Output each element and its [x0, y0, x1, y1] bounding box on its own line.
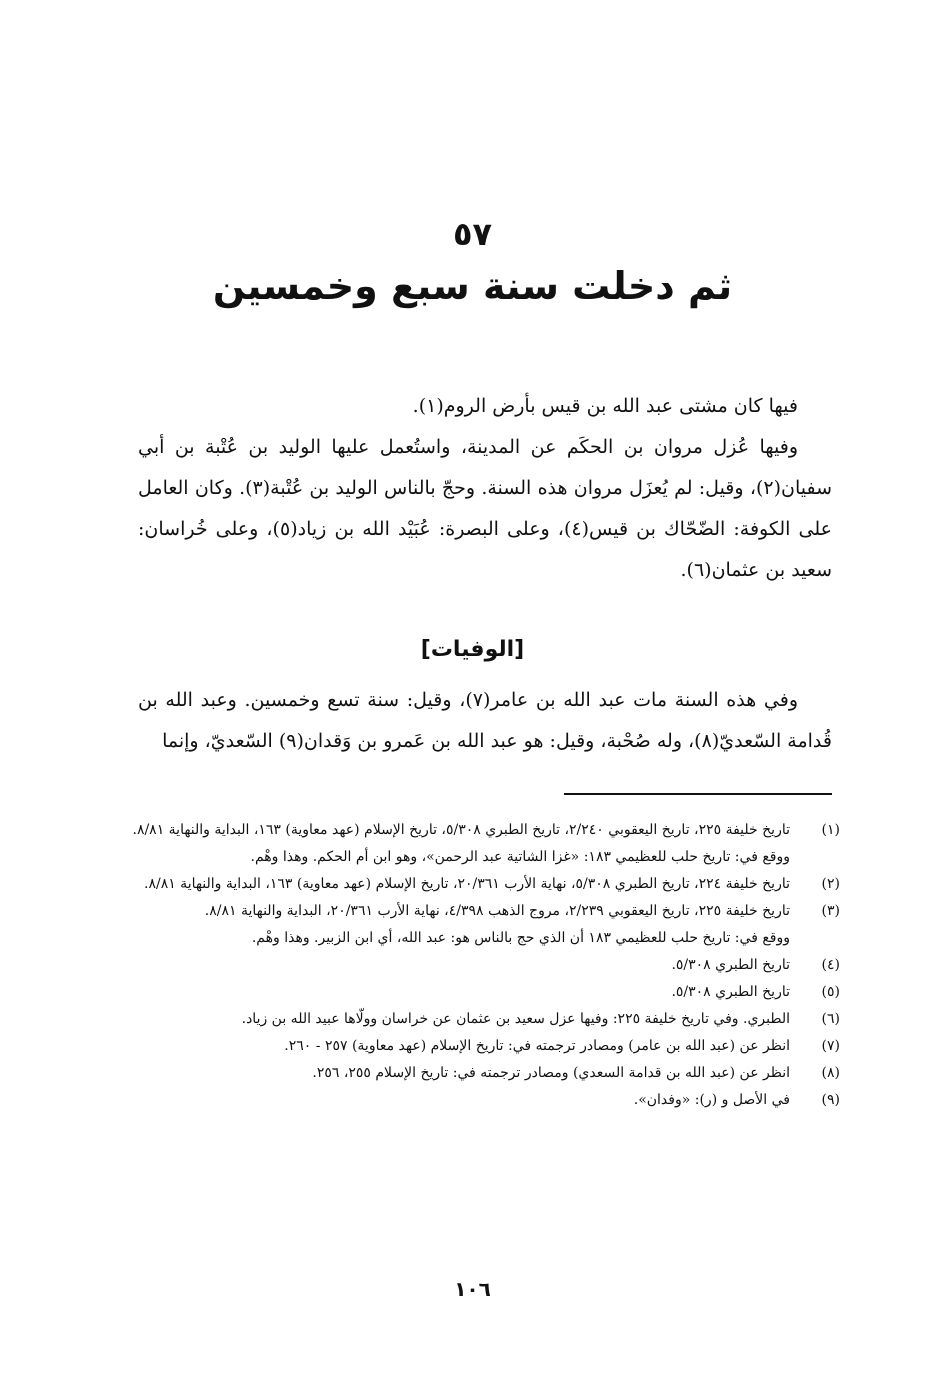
footnotes-list — [60, 817, 840, 1114]
deaths-heading: [الوفيات] — [420, 637, 525, 662]
deaths-section — [138, 680, 832, 762]
footnote-number: (٢) — [821, 876, 840, 892]
chapter-number: ٥٧ — [452, 215, 493, 253]
footnote-divider — [564, 793, 832, 795]
footnote-item — [60, 979, 840, 1006]
footnote-number: (٨) — [821, 1065, 840, 1081]
footnote-text: انظر عن (عبد الله بن عامر) ومصادر ترجمته في: تاريخ الإسلام (عهد معاوية) ٢٥٧ - ٢٦٠. — [284, 1038, 790, 1054]
footnote-number: (٧) — [821, 1038, 840, 1054]
footnote-item — [60, 1087, 840, 1114]
deaths-paragraph: وفي هذه السنة مات عبد الله بن عامر(٧)، وقيل: سنة تسع وخمسين. وعبد الله بن قُدامة السّعديّ(٨)، وله صُحْبة، وقيل: هو عبد الله بن عَمرو بن وَقدان(٩) السّعديّ، وإنما — [138, 689, 832, 752]
footnote-note: ووقع في: تاريخ حلب للعظيمي ١٨٣: «غزا الشاتية عبد الرحمن»، وهو ابن أم الحكم. وهذا وهْم. — [250, 849, 790, 865]
footnote-item — [60, 817, 840, 844]
footnote-item — [60, 1006, 840, 1033]
footnote-number: (١) — [821, 822, 840, 838]
footnote-text: تاريخ الطبري ٥/٣٠٨. — [671, 957, 790, 973]
footnote-item — [60, 952, 840, 979]
events-section — [138, 386, 832, 591]
footnote-item — [60, 898, 840, 925]
footnote-text: تاريخ خليفة ٢٢٥، تاريخ اليعقوبي ٢/٢٣٩، مروج الذهب ٤/٣٩٨، نهاية الأرب ٢٠/٣٦١، البداية والنهاية ٨/٨١. — [204, 903, 790, 919]
footnote-note: ووقع في: تاريخ حلب للعظيمي ١٨٣ أن الذي حج بالناس هو: عبد الله، أي ابن الزبير. وهذا وهْم. — [251, 930, 790, 946]
footnote-text: تاريخ خليفة ٢٢٤، تاريخ الطبري ٥/٣٠٨، نهاية الأرب ٢٠/٣٦١، تاريخ الإسلام (عهد معاوية) ١٦٣، البداية والنهاية ٨/٨١. — [144, 876, 790, 892]
event-paragraph: فيها كان مشتى عبد الله بن قيس بأرض الروم(١). — [412, 395, 798, 417]
footnote-number: (٦) — [821, 1011, 840, 1027]
footnote-item — [60, 871, 840, 898]
footnote-text: الطبري. وفي تاريخ خليفة ٢٢٥: وفيها عزل سعيد بن عثمان عن خراسان وولّاها عبيد الله بن زياد. — [241, 1011, 790, 1027]
page-number: ١٠٦ — [454, 1277, 491, 1301]
footnote-number: (٤) — [821, 957, 840, 973]
footnote-text: في الأصل و (ر): «وفدان». — [633, 1092, 790, 1108]
footnote-text: تاريخ خليفة ٢٢٥، تاريخ اليعقوبي ٢/٢٤٠، تاريخ الطبري ٥/٣٠٨، تاريخ الإسلام (عهد معاوية) ١٦٣، البداية والنهاية ٨/٨١. — [132, 822, 790, 838]
footnote-item — [60, 1060, 840, 1087]
footnote-text: تاريخ الطبري ٥/٣٠٨. — [671, 984, 790, 1000]
footnote-text: انظر عن (عبد الله بن قدامة السعدي) ومصادر ترجمته في: تاريخ الإسلام ٢٥٥، ٢٥٦. — [312, 1065, 790, 1081]
footnote-number: (٩) — [821, 1092, 840, 1108]
event-paragraph: وفيها عُزل مروان بن الحكَم عن المدينة، واستُعمل عليها الوليد بن عُتْبة بن أبي سفيان(٢)، وقيل: لم يُعزَل مروان هذه السنة. وحجّ بالناس الوليد بن عُتْبة(٣). وكان العامل على الكوفة: الضّحّاك بن قيس(٤)، وعلى البصرة: عُبَيْد الله بن زياد(٥)، وعلى خُراسان: سعيد بن عثمان(٦). — [138, 436, 833, 581]
chapter-title: ثم دخلت سنة سبع وخمسين — [212, 264, 733, 308]
footnote-item — [60, 1033, 840, 1060]
footnote-number: (٣) — [821, 903, 840, 919]
footnote-number: (٥) — [821, 984, 840, 1000]
